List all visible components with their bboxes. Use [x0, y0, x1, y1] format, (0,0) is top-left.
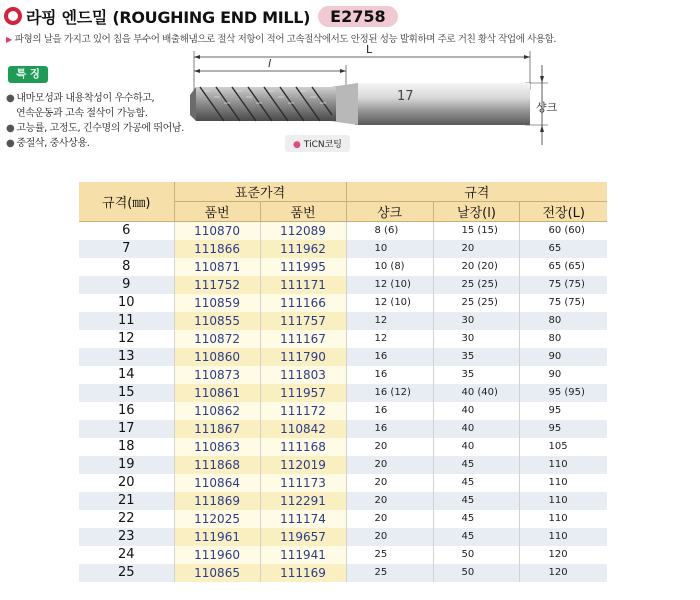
flute-cell: 45 — [433, 474, 520, 492]
feature-text: 내마모성과 내용착성이 우수하고, — [16, 93, 155, 104]
part-number-cell: 111171 — [260, 276, 346, 294]
flute-cell: 40 — [433, 438, 520, 456]
part-number-cell: 110873 — [174, 366, 260, 384]
total-length-cell: 95 — [520, 402, 607, 420]
shank-cell: 25 — [346, 546, 433, 564]
part-number-cell: 111962 — [260, 240, 346, 258]
part-number-cell: 111866 — [174, 240, 260, 258]
shank-cell: 16 — [346, 366, 433, 384]
total-length-cell: 90 — [520, 348, 607, 366]
shank-cell: 12 (10) — [346, 294, 433, 312]
total-length-cell: 65 (65) — [520, 258, 607, 276]
size-cell: 20 — [79, 474, 174, 492]
flute-cell: 20 — [433, 240, 520, 258]
col-price-header: 표준가격 — [174, 182, 346, 202]
shank-cell: 20 — [346, 510, 433, 528]
flute-cell: 35 — [433, 366, 520, 384]
flute-cell: 40 — [433, 420, 520, 438]
total-length-cell: 65 — [520, 240, 607, 258]
flute-cell: 50 — [433, 564, 520, 582]
part-number-cell: 112089 — [260, 222, 346, 240]
part-number-cell: 111169 — [260, 564, 346, 582]
part-number-cell: 111803 — [260, 366, 346, 384]
flute-cell: 50 — [433, 546, 520, 564]
flute-cell: 40 (40) — [433, 384, 520, 402]
part-number-cell: 111868 — [174, 456, 260, 474]
flute-cell: 30 — [433, 330, 520, 348]
shank-cell: 20 — [346, 474, 433, 492]
engraved-size: 17 — [397, 89, 414, 104]
size-cell: 22 — [79, 510, 174, 528]
features-list — [6, 91, 184, 151]
triangle-bullet-icon: ▶ — [6, 35, 12, 44]
shank-cell: 16 (12) — [346, 384, 433, 402]
flute-cell: 15 (15) — [433, 222, 520, 240]
bullet-icon: ● — [6, 93, 15, 104]
col-part-header: 품번 — [174, 202, 260, 222]
part-number-cell: 111867 — [174, 420, 260, 438]
table-row — [79, 222, 607, 240]
table-row — [79, 438, 607, 456]
total-length-cell: 60 (60) — [520, 222, 607, 240]
page-header — [4, 4, 398, 28]
table-row — [79, 240, 607, 258]
feature-item — [6, 91, 184, 106]
flute-cell: 40 — [433, 402, 520, 420]
total-length-cell: 110 — [520, 456, 607, 474]
shank-cell: 20 — [346, 528, 433, 546]
shank-cell: 16 — [346, 348, 433, 366]
total-length-cell: 120 — [520, 564, 607, 582]
shank-cell: 12 — [346, 330, 433, 348]
size-cell: 8 — [79, 258, 174, 276]
col-flute-header: 날장(l) — [433, 202, 520, 222]
table-row — [79, 564, 607, 582]
size-cell: 17 — [79, 420, 174, 438]
table-row — [79, 348, 607, 366]
total-length-cell: 75 (75) — [520, 294, 607, 312]
col-part-header: 품번 — [260, 202, 346, 222]
part-number-cell: 111174 — [260, 510, 346, 528]
total-length-cell: 80 — [520, 330, 607, 348]
shank-cell: 16 — [346, 402, 433, 420]
part-number-cell: 110861 — [174, 384, 260, 402]
part-number-cell: 110860 — [174, 348, 260, 366]
shank-cell: 20 — [346, 456, 433, 474]
shank-cell: 16 — [346, 420, 433, 438]
spec-table — [79, 182, 607, 582]
shank-cell: 12 (10) — [346, 276, 433, 294]
overall-length-label: L — [366, 43, 373, 56]
size-cell: 7 — [79, 240, 174, 258]
part-number-cell: 111941 — [260, 546, 346, 564]
col-spec-header: 규격 — [346, 182, 607, 202]
size-cell: 14 — [79, 366, 174, 384]
part-number-cell: 111173 — [260, 474, 346, 492]
flute-cell: 35 — [433, 348, 520, 366]
shank-cell: 8 (6) — [346, 222, 433, 240]
total-length-cell: 110 — [520, 528, 607, 546]
part-number-cell: 110859 — [174, 294, 260, 312]
total-length-cell: 105 — [520, 438, 607, 456]
shank-cell: 20 — [346, 492, 433, 510]
total-length-cell: 110 — [520, 510, 607, 528]
size-cell: 21 — [79, 492, 174, 510]
bullet-icon: ● — [6, 138, 15, 149]
part-number-cell: 110863 — [174, 438, 260, 456]
total-length-cell: 95 — [520, 420, 607, 438]
part-number-cell: 112025 — [174, 510, 260, 528]
shank-cell: 20 — [346, 438, 433, 456]
part-number-cell: 110872 — [174, 330, 260, 348]
total-length-cell: 110 — [520, 492, 607, 510]
part-number-cell: 111167 — [260, 330, 346, 348]
table-row — [79, 402, 607, 420]
part-number-cell: 110871 — [174, 258, 260, 276]
table-row — [79, 330, 607, 348]
part-number-cell: 112019 — [260, 456, 346, 474]
col-size-header: 규격(㎜) — [79, 182, 174, 222]
table-row — [79, 366, 607, 384]
size-cell: 9 — [79, 276, 174, 294]
total-length-cell: 120 — [520, 546, 607, 564]
total-length-cell: 90 — [520, 366, 607, 384]
table-row — [79, 258, 607, 276]
col-shank-header: 샹크 — [346, 202, 433, 222]
total-length-cell: 110 — [520, 474, 607, 492]
feature-text: 연속운동과 고속 절삭이 가능함. — [16, 108, 148, 119]
size-cell: 19 — [79, 456, 174, 474]
features-badge: 특 징 — [8, 66, 48, 83]
flute-cell: 30 — [433, 312, 520, 330]
table-row — [79, 474, 607, 492]
brand-logo-icon — [4, 7, 22, 25]
part-number-cell: 110862 — [174, 402, 260, 420]
part-number-cell: 111172 — [260, 402, 346, 420]
table-row — [79, 312, 607, 330]
flute-length-label: l — [268, 57, 272, 70]
part-number-cell: 111757 — [260, 312, 346, 330]
size-cell: 12 — [79, 330, 174, 348]
table-row — [79, 510, 607, 528]
bullet-icon: ● — [6, 123, 15, 134]
end-mill-illustration — [190, 45, 570, 155]
feature-text: 고능률, 고정도, 긴수명의 가공에 뛰어남. — [16, 123, 184, 134]
description-text: 파형의 날을 가지고 있어 칩을 부수어 배출해냄으로 절삭 저항이 적어 고속절삭에서도 안정된 성능 발휘하며 주로 거친 황삭 작업에 사용함. — [14, 34, 557, 45]
dot-icon: ● — [293, 140, 301, 150]
flute-cell: 45 — [433, 510, 520, 528]
part-number-cell: 112291 — [260, 492, 346, 510]
size-cell: 24 — [79, 546, 174, 564]
part-number-cell: 110870 — [174, 222, 260, 240]
part-number-cell: 110865 — [174, 564, 260, 582]
size-cell: 16 — [79, 402, 174, 420]
shank-cell: 12 — [346, 312, 433, 330]
part-number-cell: 111960 — [174, 546, 260, 564]
part-number-cell: 110855 — [174, 312, 260, 330]
table-row — [79, 384, 607, 402]
feature-item — [6, 136, 184, 151]
size-cell: 23 — [79, 528, 174, 546]
shank-label: 샹크 — [536, 101, 558, 114]
total-length-cell: 95 (95) — [520, 384, 607, 402]
part-number-cell: 111957 — [260, 384, 346, 402]
table-row — [79, 456, 607, 474]
table-row — [79, 492, 607, 510]
part-number-cell: 119657 — [260, 528, 346, 546]
size-cell: 18 — [79, 438, 174, 456]
shank-cell: 10 (8) — [346, 258, 433, 276]
size-cell: 25 — [79, 564, 174, 582]
feature-item — [6, 121, 184, 136]
part-number-cell: 111166 — [260, 294, 346, 312]
feature-text: 중절삭, 중사상용. — [16, 138, 90, 149]
table-row — [79, 528, 607, 546]
size-cell: 6 — [79, 222, 174, 240]
total-length-cell: 75 (75) — [520, 276, 607, 294]
table-row — [79, 276, 607, 294]
table-row — [79, 420, 607, 438]
part-number-cell: 111995 — [260, 258, 346, 276]
feature-item — [6, 106, 184, 121]
flute-cell: 45 — [433, 528, 520, 546]
product-description — [6, 31, 556, 45]
part-number-cell: 111869 — [174, 492, 260, 510]
flute-cell: 20 (20) — [433, 258, 520, 276]
page-title: 라핑 엔드밀 (ROUGHING END MILL) — [26, 7, 311, 27]
product-code-badge: E2758 — [318, 6, 397, 27]
part-number-cell: 111168 — [260, 438, 346, 456]
size-cell: 13 — [79, 348, 174, 366]
coating-label — [285, 135, 350, 152]
part-number-cell: 111961 — [174, 528, 260, 546]
coating-text: TiCN코팅 — [303, 140, 342, 150]
table-row — [79, 546, 607, 564]
part-number-cell: 110864 — [174, 474, 260, 492]
part-number-cell: 111752 — [174, 276, 260, 294]
size-cell: 15 — [79, 384, 174, 402]
tool-drawing — [190, 45, 570, 155]
size-cell: 11 — [79, 312, 174, 330]
flute-cell: 45 — [433, 492, 520, 510]
table-row — [79, 294, 607, 312]
col-total-header: 전장(L) — [520, 202, 607, 222]
part-number-cell: 111790 — [260, 348, 346, 366]
flute-cell: 25 (25) — [433, 294, 520, 312]
part-number-cell: 110842 — [260, 420, 346, 438]
flute-cell: 45 — [433, 456, 520, 474]
flute-cell: 25 (25) — [433, 276, 520, 294]
size-cell: 10 — [79, 294, 174, 312]
shank-cell: 25 — [346, 564, 433, 582]
shank-cell: 10 — [346, 240, 433, 258]
total-length-cell: 80 — [520, 312, 607, 330]
